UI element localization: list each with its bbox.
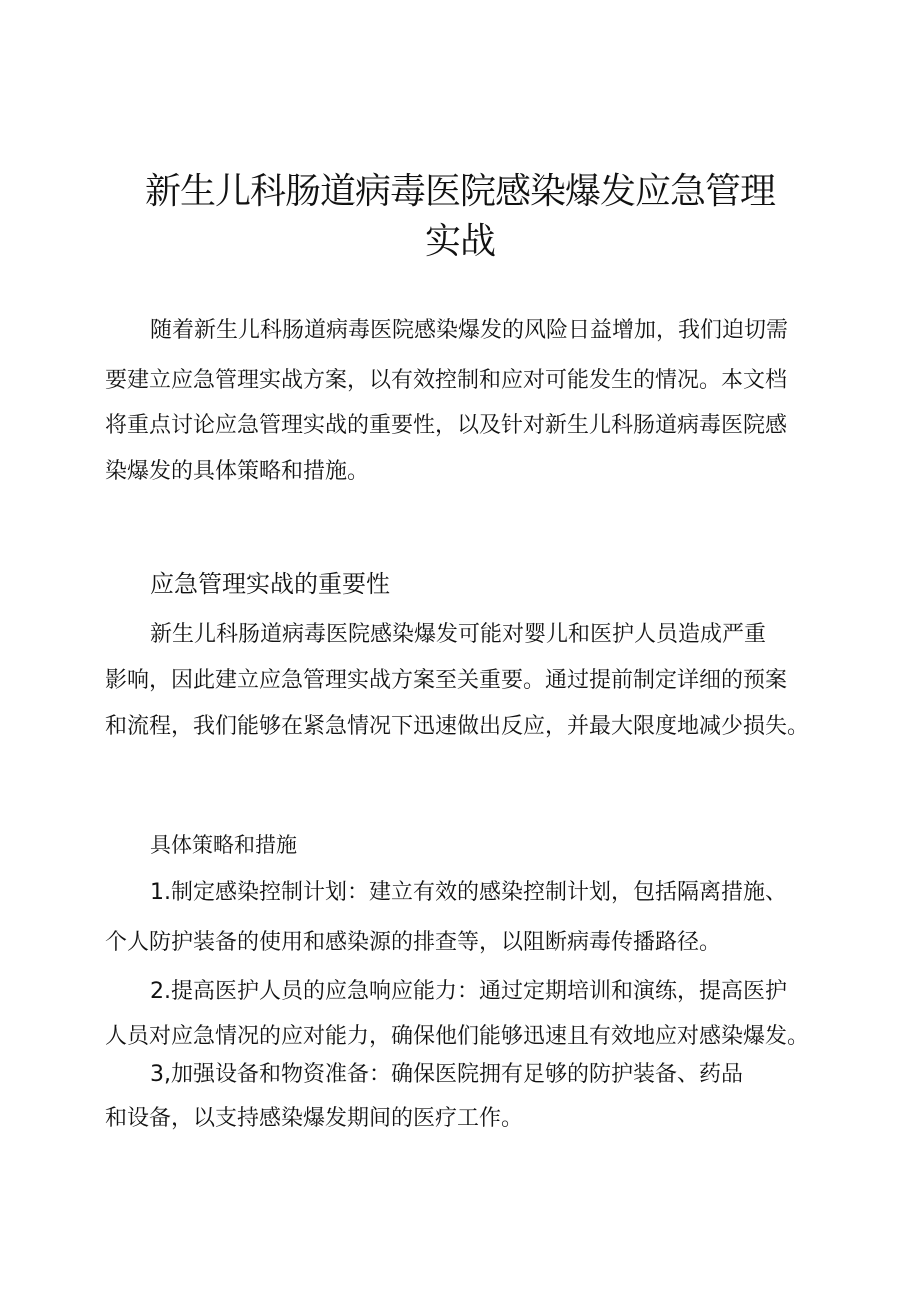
strategy-item-3-line-1: 3,加强设备和物资准备：确保医院拥有足够的防护装备、药品 xyxy=(150,1062,743,1087)
section1-line-1: 新生儿科肠道病毒医院感染爆发可能对婴儿和医护人员造成严重 xyxy=(150,622,767,647)
document-title-line-1: 新生儿科肠道病毒医院感染爆发应急管理 xyxy=(144,171,775,212)
section1-line-3: 和流程，我们能够在紧急情况下迅速做出反应，并最大限度地减少损失。 xyxy=(105,714,810,739)
strategy-item-2-line-2: 人员对应急情况的应对能力，确保他们能够迅速且有效地应对感染爆发。 xyxy=(105,1024,810,1049)
intro-line-1: 随着新生儿科肠道病毒医院感染爆发的风险日益增加，我们迫切需 xyxy=(150,318,789,343)
intro-line-3: 将重点讨论应急管理实战的重要性，以及针对新生儿科肠道病毒医院感 xyxy=(105,413,788,438)
intro-line-2: 要建立应急管理实战方案，以有效控制和应对可能发生的情况。本文档 xyxy=(105,368,788,393)
strategy-item-3-line-2: 和设备，以支持感染爆发期间的医疗工作。 xyxy=(105,1106,524,1131)
strategy-item-1-line-1: 1.制定感染控制计划：建立有效的感染控制计划，包括隔离措施、 xyxy=(150,880,787,905)
section-heading-strategies: 具体策略和措施 xyxy=(150,833,297,857)
document-title-line-2: 实战 xyxy=(424,221,495,262)
section1-line-2: 影响，因此建立应急管理实战方案至关重要。通过提前制定详细的预案 xyxy=(105,668,788,693)
strategy-item-1-line-2: 个人防护装备的使用和感染源的排查等，以阻断病毒传播路径。 xyxy=(105,930,722,955)
section-heading-importance: 应急管理实战的重要性 xyxy=(150,570,390,598)
intro-line-4: 染爆发的具体策略和措施。 xyxy=(105,459,370,484)
strategy-item-2-line-1: 2.提高医护人员的应急响应能力：通过定期培训和演练，提高医护 xyxy=(150,979,787,1004)
